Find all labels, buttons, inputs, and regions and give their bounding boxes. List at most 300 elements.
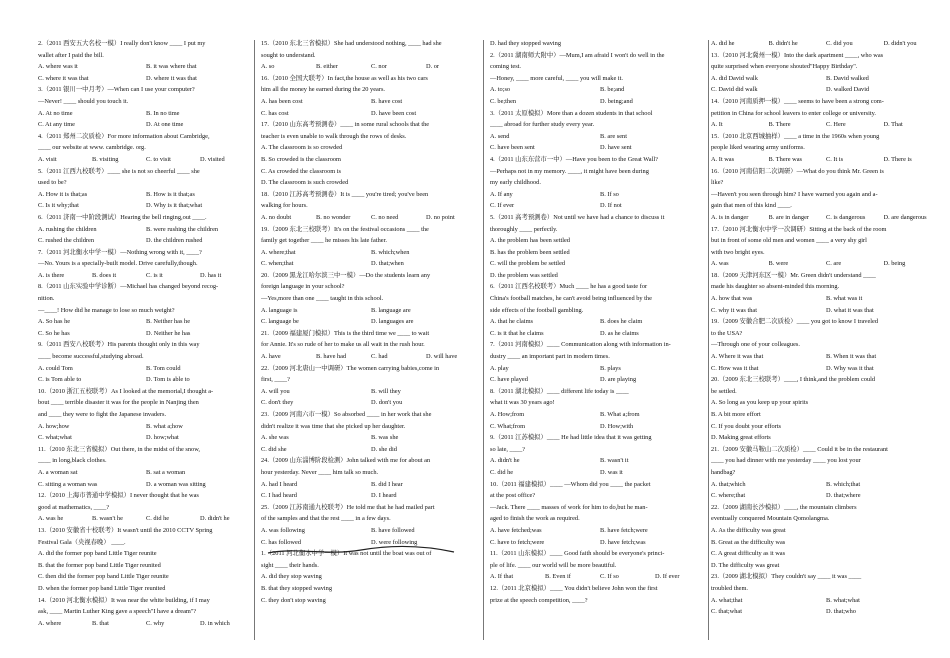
answer-option: B. what a;how: [146, 422, 183, 430]
question-stem-line: 20.（2009 东北三校联考）____, I think,and the problem could: [711, 376, 876, 384]
answer-option: C. to visit: [146, 155, 171, 163]
question-stem-line: 9.（2011 西安八校联考）His parents thought only in this way: [38, 341, 200, 349]
question-stem-line: ____ our website at www. cambridge. org.: [38, 144, 146, 152]
answer-option: C. will the problem be settled: [490, 260, 566, 268]
question: [261, 224, 477, 270]
answer-option: B. was she: [371, 434, 399, 442]
answer-option: C. is it: [146, 271, 163, 279]
answer-option: A. language is: [261, 306, 298, 314]
answer-option: B. have cost: [371, 97, 403, 105]
answer-option: A. did he: [711, 40, 735, 47]
column-divider: [483, 40, 484, 640]
answer-options: [261, 212, 477, 224]
answer-option: A. did David walk: [711, 74, 758, 82]
answer-option: D. were following: [371, 538, 418, 546]
answer-option: C. did he: [490, 468, 514, 476]
answer-option: A. It: [711, 121, 723, 129]
answer-option: A. rushing the children: [38, 225, 97, 233]
answer-option: C. sitting a woman was: [38, 480, 98, 488]
answer-option: B. visiting: [92, 155, 119, 163]
question-stem-line: foreign language in your school?: [261, 283, 345, 291]
answer-options: [38, 618, 250, 630]
question-stem-line: and ____ they were to fight the Japanese invaders.: [38, 411, 167, 418]
answer-options: [38, 467, 250, 490]
answer-options: [38, 154, 250, 166]
question: [490, 154, 706, 212]
question-stem-line: quite surprised when everyone shouted"Happy Birthday".: [711, 63, 858, 71]
answer-option: C. did she: [261, 445, 287, 453]
question-stem-line: petition in China for school leavers to enter college or university.: [711, 109, 877, 117]
answer-option: B. There was: [768, 155, 803, 163]
answer-option: B. are in danger: [768, 213, 810, 221]
answer-option: A. At no time: [38, 109, 73, 117]
question-stem-line: be settled.: [711, 387, 737, 395]
answer-options: [38, 363, 250, 386]
question-stem-line: 8.（2011 山东实验中学诊断）—Michael has changed beyond recog-: [38, 283, 219, 291]
answer-option: A. have: [261, 353, 281, 361]
question: [711, 316, 937, 374]
question: [711, 131, 937, 166]
question: [490, 583, 706, 606]
answer-option: C. If ever: [490, 202, 515, 210]
question-stem-line: —Through one of your colleagues.: [711, 341, 800, 349]
answer-option: D. If ever: [655, 573, 680, 581]
answer-option: B. were rushing the children: [146, 225, 219, 233]
answer-option: B. either: [316, 63, 338, 71]
answer-options: [38, 548, 250, 594]
answer-option: D. have been cost: [371, 109, 417, 117]
answer-option: A. so: [261, 63, 275, 71]
answer-option: A. didn't he: [490, 457, 520, 465]
answer-option: B. are sent: [600, 132, 627, 140]
question: [711, 374, 937, 444]
answer-option: B. plays: [600, 364, 621, 372]
question: [38, 386, 250, 444]
question: [261, 73, 477, 119]
question-stem-line: 10.（2011 福建模拟）____ —Whom did you ____ the packet: [490, 480, 651, 488]
answer-options: [490, 131, 706, 154]
question-stem-line: prize at the speech competition, ____?: [490, 596, 588, 604]
question-stem-line: 11.（2010 东北三省模拟）Out there, in the midst of the snow,: [38, 445, 200, 453]
question: [711, 224, 937, 270]
answer-option: C. language be: [261, 318, 299, 326]
question-stem-line: 20.（2009 黑龙江哈尔滨三中一模）—Do the students learn any: [261, 271, 431, 279]
answer-option: A. was: [711, 260, 729, 268]
answer-options: [711, 595, 937, 618]
question-stem-line: troubled them.: [711, 584, 748, 592]
answer-option: A. how;how: [38, 422, 70, 430]
answer-options: [711, 119, 937, 131]
answer-option: D. have fetch;was: [600, 538, 646, 546]
answer-option: C. have played: [490, 376, 528, 384]
question-stem-line: at the post office?: [490, 492, 536, 500]
answer-option: C. where it was that: [38, 74, 89, 82]
answer-options: [261, 247, 477, 270]
answer-options: [711, 479, 937, 502]
answer-option: C. As crowded the classroom is: [261, 167, 341, 175]
answer-option: D. Why is it that;what: [146, 202, 203, 210]
column-2: [261, 38, 477, 606]
question-stem-line: 4.（2011 山东东营市一中）—Have you been to the Great Wall?: [490, 155, 658, 163]
answer-option: C. Is it why;that: [38, 202, 79, 210]
question-stem-line: 23.（2009 湖北模拟）They couldn't say ____ it was ____: [711, 573, 862, 581]
answer-option: C. So he has: [38, 329, 70, 337]
question: [261, 270, 477, 328]
column-1: [38, 38, 250, 629]
answer-option: B. will they: [371, 387, 401, 395]
answer-option: C. why it was that: [711, 306, 757, 314]
question-stem-line: 13.（2010 河北冀州一模）Into the dark apartment ____, who was: [711, 51, 884, 59]
answer-option: D. being: [883, 260, 906, 268]
answer-option: C. no need: [371, 213, 399, 221]
answer-option: D. Tom is able to: [146, 376, 190, 384]
question-stem-line: 16.（2010 河南信阳二次调研）—What do you think Mr. Green is: [711, 167, 884, 175]
answer-options: [490, 84, 706, 107]
question: [490, 479, 706, 549]
answer-option: A. visit: [38, 155, 57, 163]
question: [261, 328, 477, 363]
question-stem-line: ____ abroad for further study every year.: [490, 121, 595, 129]
question-stem-line: 16.（2010 全国大联考）In fact,the house as well as his two cars: [261, 74, 428, 82]
answer-option: B. that the former pop band Little Tiger reunited: [38, 561, 161, 569]
answer-option: D. a woman was sitting: [146, 480, 206, 488]
question: [261, 119, 477, 189]
question-stem-line: ____ you had dinner with me yesterday ____ you lost your: [711, 457, 861, 465]
answer-option: C. what;what: [38, 434, 72, 442]
answer-options: [711, 258, 937, 270]
answer-option: D. The difficulty was great: [711, 561, 780, 569]
answer-option: C. At any time: [38, 121, 76, 129]
answer-option: D. Why was it that: [826, 364, 874, 372]
answer-option: B. Great as the difficulty was: [711, 538, 786, 546]
answer-options: [38, 316, 250, 339]
answer-option: A. It was: [711, 155, 735, 163]
answer-options: [490, 409, 706, 432]
question: [261, 38, 477, 73]
answer-option: C. they don't stop waving: [261, 596, 326, 604]
answer-options: [711, 351, 937, 374]
answer-option: B. If so: [600, 190, 619, 198]
answer-option: A. is there: [38, 271, 65, 279]
answer-option: A. did the former pop band Little Tiger reunite: [38, 550, 157, 558]
answer-option: C. then did the former pop band Little Tiger reunite: [38, 573, 169, 581]
question-stem-line: —Honey, ____ more careful, ____ you will make it.: [490, 74, 623, 82]
answer-option: B. have had: [316, 353, 347, 361]
answer-option: A. what;that: [711, 596, 743, 604]
answer-option: B. didn't he: [768, 40, 798, 47]
answer-option: D. being;and: [600, 97, 633, 105]
question-stem-line: ple of life. ____ our world will be more beautiful.: [490, 561, 617, 569]
question: [38, 166, 250, 212]
question-stem-line: 22.（2009 湖南长沙模拟）____, the mountain climbers: [711, 503, 857, 511]
answer-options: [38, 61, 250, 84]
question: [38, 525, 250, 595]
answer-option: B. that they stopped waving: [261, 584, 333, 592]
question-stem-line: 12.（2010 上海市普通中学模拟）I never thought that he was: [38, 492, 199, 500]
answer-option: B. have fetch;were: [600, 526, 648, 534]
answer-option: D. that;when: [371, 260, 404, 268]
question-stem-line: 19.（2009 安徽合肥二次质检）____ you got to know I traveled: [711, 318, 879, 326]
answer-option: C. What;from: [490, 422, 526, 430]
question-stem-line: first, ____?: [261, 376, 290, 384]
question-stem-line: hour yesterday. Never ____ him talk so much.: [261, 468, 379, 476]
question: [490, 38, 706, 50]
answer-option: C. had: [371, 353, 388, 361]
answer-option: C. when;that: [261, 260, 294, 268]
answer-options: [261, 432, 477, 455]
question-stem-line: made his daughter so absent-minded this morning.: [711, 283, 840, 291]
question-stem-line: 6.（2011 江西名校联考）Much ____ he has a good taste for: [490, 283, 648, 291]
answer-option: C. rushed the children: [38, 237, 95, 245]
answer-option: D. are playing: [600, 376, 637, 384]
answer-option: A. that he claims: [490, 318, 533, 326]
question: [38, 38, 250, 84]
answer-options: [490, 525, 706, 548]
answer-option: D. Neither he has: [146, 329, 191, 337]
answer-option: B. no wonder: [316, 213, 351, 221]
answer-option: A. a woman sat: [38, 468, 78, 476]
question-stem-line: —Jack. There ____ masses of work for him to do,but he man-: [490, 503, 648, 511]
answer-option: A. How;from: [490, 411, 525, 418]
answer-option: B. sat a woman: [146, 468, 186, 476]
question-stem-line: but in front of some old men and women ____ a very shy girl: [711, 237, 867, 245]
question-stem-line: ____ become successful,studying abroad.: [38, 353, 144, 361]
answer-option: D. was it: [600, 468, 623, 476]
answer-option: D. the problem was settled: [490, 271, 558, 279]
question-stem-line: 14.（2010 河南质押一模）____ seems to have been a strong com-: [711, 97, 884, 105]
question-stem-line: 8.（2011 湖北模拟）____ different life today is ____: [490, 387, 629, 395]
question-stem-line: bout ____ terrible disaster it was for the people in Nanjing then: [38, 399, 199, 407]
question: [490, 386, 706, 432]
answer-option: D. has it: [200, 271, 222, 279]
question-stem-line: used to be?: [38, 179, 67, 187]
answer-options: [711, 293, 937, 316]
answer-options: [711, 38, 937, 50]
answer-option: C. If so: [600, 573, 619, 581]
question-stem-line: 14.（2010 河北衡水模拟）It was near the white building, if I may: [38, 596, 210, 604]
question-stem-line: for Annie. It's so rude of her to make us all wait in the rush hour.: [261, 341, 425, 349]
question-stem-line: sought to understand.: [261, 51, 316, 59]
answer-option: C. It is: [826, 155, 844, 163]
answer-option: C. has cost: [261, 109, 289, 117]
question-stem-line: —Yes,more than one ____ taught in this school.: [261, 295, 384, 303]
question-stem-line: sight ____ their hands.: [261, 561, 319, 569]
answer-options: [38, 513, 250, 525]
answer-option: C. be;then: [490, 97, 517, 105]
answer-options: [261, 571, 477, 606]
answer-option: A. to;so: [490, 86, 511, 94]
question-stem-line: thoroughly ____ perfectly.: [490, 225, 558, 233]
question-stem-line: 17.（2010 河北衡水中学一次调研）Sitting at the back of the room: [711, 225, 887, 233]
question-stem-line: good at mathematics, ____?: [38, 503, 110, 511]
answer-option: A. was following: [261, 526, 305, 534]
question-stem-line: 2.（2011 湖南师大附中）—Mum,I am afraid I won't do well in the: [490, 51, 665, 59]
question: [490, 548, 706, 583]
question-stem-line: 3.（2011 太原模拟）More than a dozen students in that school: [490, 109, 653, 117]
answer-options: [38, 224, 250, 247]
answer-options: [711, 525, 937, 571]
answer-option: D. didn't you: [883, 40, 917, 47]
question: [711, 50, 937, 96]
question-stem-line: handbag?: [711, 468, 736, 476]
question-stem-line: 5.（2011 高考预测卷）Not until we have had a chance to discuss it: [490, 213, 665, 221]
answer-option: A. where was it: [38, 63, 78, 71]
answer-option: D. don't you: [371, 399, 403, 407]
question-stem-line: Festival Gala（央视春晚） ____.: [38, 538, 126, 546]
answer-option: B. has the problem been settled: [490, 248, 570, 256]
answer-option: D. how;what: [146, 434, 179, 442]
question-stem-line: nition.: [38, 295, 55, 303]
answer-option: C. did you: [826, 40, 853, 47]
answer-options: [490, 316, 706, 339]
question-stem-line: 24.（2009 山东淄博阶段检测）John talked with me for about an: [261, 457, 431, 465]
answer-option: D. If not: [600, 202, 622, 210]
question: [711, 571, 937, 617]
question-stem-line: like?: [711, 179, 724, 187]
question: [38, 212, 250, 247]
answer-options: [261, 479, 477, 502]
answer-option: D. no point: [426, 213, 455, 221]
question: [38, 131, 250, 166]
answer-option: B. which;that: [826, 480, 861, 488]
answer-option: B. What a;from: [600, 411, 640, 418]
question-stem-line: so late, ____?: [490, 445, 526, 453]
answer-option: B. what was it: [826, 295, 863, 303]
question: [711, 444, 937, 502]
answer-option: B. David walked: [826, 74, 869, 82]
question: [711, 270, 937, 316]
answer-option: D. have sent: [600, 144, 632, 152]
answer-option: A. will you: [261, 387, 290, 395]
answer-option: A. The classroom is so crowded: [261, 144, 343, 152]
answer-option: A. could Tom: [38, 364, 73, 372]
handwritten-scribble: [266, 544, 456, 558]
answer-option: B. were: [768, 260, 789, 268]
answer-option: A. did they stop waving: [261, 573, 322, 581]
answer-option: B. which;when: [371, 248, 410, 256]
answer-option: B. Even if: [545, 573, 571, 581]
answer-option: C. have been sent: [490, 144, 535, 152]
answer-option: D. or: [426, 63, 440, 71]
answer-option: A. the problem has been settled: [490, 237, 570, 245]
question-stem-line: China's football matches, he can't avoid being influenced by the: [490, 295, 652, 303]
answer-options: [711, 397, 937, 443]
answer-option: A. So has he: [38, 318, 71, 326]
answer-option: C. are: [826, 260, 842, 268]
answer-option: A. where: [38, 619, 62, 627]
answer-option: B. A bit more effort: [711, 411, 761, 418]
column-divider: [254, 40, 255, 640]
question: [490, 108, 706, 154]
question-stem-line: walking for hours.: [261, 202, 308, 210]
question: [261, 455, 477, 501]
answer-options: [38, 421, 250, 444]
question-stem-line: family get together ____ he misses his late father.: [261, 237, 387, 245]
answer-option: C. I had heard: [261, 492, 297, 500]
answer-option: A. where;that: [261, 248, 296, 256]
answer-option: B. does he claim: [600, 318, 643, 326]
answer-option: D. that;who: [826, 608, 856, 616]
answer-option: D. she did: [371, 445, 397, 453]
answer-option: D. as he claims: [600, 329, 639, 337]
question: [38, 281, 250, 339]
answer-option: C. How was it that: [711, 364, 759, 372]
answer-option: C. If you doubt your efforts: [711, 422, 782, 430]
answer-option: A. If any: [490, 190, 513, 198]
question: [38, 444, 250, 490]
question-stem-line: 17.（2010 山东高考预测卷）____ in some rural schools that the: [261, 121, 430, 129]
answer-option: C. is Tom able to: [38, 376, 82, 384]
question-stem-line: of the samples and that the rest ____ in a few days.: [261, 515, 391, 523]
question-stem-line: —Never! ____ should you touch it.: [38, 97, 129, 105]
question-stem-line: 21.（2009 福建厦门模拟）This is the third time we ____ to wait: [261, 329, 430, 337]
answer-option: C. did he: [146, 515, 170, 523]
question: [261, 409, 477, 455]
question-stem-line: people liked wearing army uniforms.: [711, 144, 805, 152]
question: [38, 595, 250, 630]
question-stem-line: —____! How did he manage to lose so much weight?: [38, 306, 175, 314]
question-stem-line: 3.（2011 银川一中月考）—When can I use your computer?: [38, 86, 195, 94]
answer-option: A. send: [490, 132, 510, 140]
question: [711, 38, 937, 50]
answer-option: B. wasn't it: [600, 457, 629, 465]
question-stem-line: didn't realize it was time that she picked up her daughter.: [261, 422, 406, 430]
question: [490, 212, 706, 282]
answer-option: D. There is: [883, 155, 912, 163]
answer-option: C. is dangerous: [826, 213, 866, 221]
question-stem-line: 11.（2011 山东模拟）____ Good faith should be everyone's princi-: [490, 550, 665, 558]
question-stem-line: 7.（2011 河北衡水中学一模）—Nothing wrong with it, ____?: [38, 248, 202, 256]
question-stem-line: 7.（2011 河南模拟）____ Communication along with information in-: [490, 341, 671, 349]
question: [490, 281, 706, 339]
question-stem-line: my early childhood.: [490, 179, 541, 187]
answer-option: B. In no time: [146, 109, 180, 117]
answer-option: B. language are: [371, 306, 411, 314]
answer-option: B. wasn't he: [92, 515, 123, 523]
answer-option: B. be;and: [600, 86, 625, 94]
question-stem-line: ask, ____ Martin Luther King gave a speech"I have a dream"?: [38, 608, 197, 616]
answer-option: A. How it is that;as: [38, 190, 88, 198]
answer-option: A. how that was: [711, 295, 753, 303]
answer-option: B. So crowded is the classroom: [261, 155, 341, 163]
answer-options: [711, 212, 937, 224]
answer-option: D. what it was that: [826, 306, 874, 314]
question-stem-line: teacher is even unable to walk through the rows of desks.: [261, 132, 407, 140]
question: [711, 166, 937, 224]
answer-option: D. walked David: [826, 86, 870, 94]
answer-option: C. is it that he claims: [490, 329, 544, 337]
question-stem-line: D. had they stopped waving: [490, 40, 562, 47]
answer-option: A. So long as you keep up your spirits: [711, 399, 809, 407]
question-stem-line: him all the money he earned during the 20 years.: [261, 86, 386, 94]
question-stem-line: 25.（2009 江苏南通九校联考）He told me that he had mailed part: [261, 503, 435, 511]
answer-option: D. Making great efforts: [711, 434, 771, 442]
question-stem-line: 9.（2011 江苏模拟）____ He had little idea that it was getting: [490, 434, 652, 442]
answer-option: A. have fetched;was: [490, 526, 542, 534]
answer-option: B. that: [92, 619, 109, 627]
answer-option: A. she was: [261, 434, 289, 442]
question-stem-line: 15.（2010 北京西城抽样）____ a time in the 1960s when young: [711, 132, 880, 140]
answer-option: C. have to fetch;were: [490, 538, 545, 546]
answer-option: C. that;what: [711, 608, 743, 616]
answer-options: [261, 142, 477, 188]
answer-option: D. when the former pop band Little Tiger reunited: [38, 584, 166, 592]
question-stem-line: coming test.: [490, 63, 522, 71]
answer-options: [711, 154, 937, 166]
answer-option: D. visited: [200, 155, 225, 163]
answer-option: B. it was where that: [146, 63, 197, 71]
question-stem-line: 18.（2009 天津河东区一模）Mr. Green didn't understand ____: [711, 271, 876, 279]
